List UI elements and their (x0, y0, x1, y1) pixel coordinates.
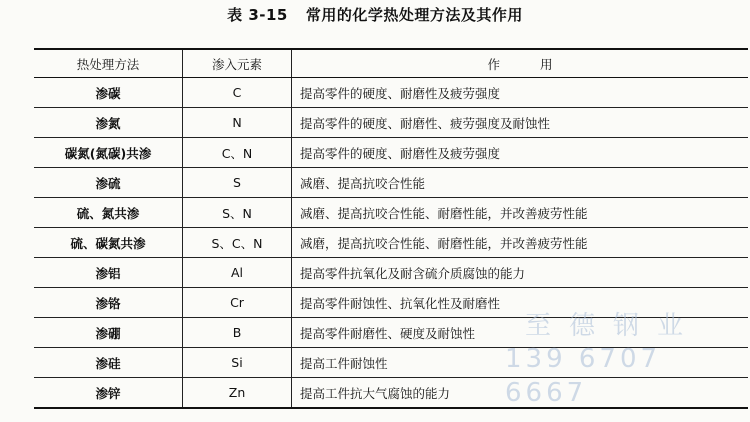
chemical-heat-treatment-table (34, 48, 748, 409)
cell-effect: 提高零件抗氧化及耐含硫介质腐蚀的能力 (292, 258, 749, 288)
cell-method: 硫、碳氮共渗 (34, 228, 183, 258)
table-row (34, 348, 748, 378)
cell-element: B (183, 318, 292, 348)
cell-method: 渗硫 (34, 168, 183, 198)
table-header-row (34, 49, 748, 78)
cell-element: C (183, 78, 292, 108)
header-effect: 作用 (292, 49, 749, 78)
cell-method: 渗铝 (34, 258, 183, 288)
cell-method: 渗锌 (34, 378, 183, 409)
table-row (34, 258, 748, 288)
cell-effect: 提高工件抗大气腐蚀的能力 (292, 378, 749, 409)
table-number: 表 3-15 (227, 6, 288, 24)
table-title: 常用的化学热处理方法及其作用 (305, 6, 523, 24)
table-caption (0, 4, 750, 25)
table-row (34, 378, 748, 409)
cell-method: 渗硅 (34, 348, 183, 378)
watermark-company-name: 至德钢业 (525, 311, 702, 341)
cell-effect: 提高零件的硬度、耐磨性及疲劳强度 (292, 138, 749, 168)
table-row (34, 138, 748, 168)
table-row (34, 168, 748, 198)
cell-effect: 提高零件的硬度、耐磨性、疲劳强度及耐蚀性 (292, 108, 749, 138)
cell-method: 碳氮(氮碳)共渗 (34, 138, 183, 168)
header-method: 热处理方法 (34, 49, 183, 78)
cell-method: 渗碳 (34, 78, 183, 108)
cell-effect: 减磨、提高抗咬合性能、耐磨性能，并改善疲劳性能 (292, 198, 749, 228)
table-row (34, 288, 748, 318)
cell-effect: 提高零件耐蚀性、抗氧化性及耐磨性 (292, 288, 749, 318)
cell-element: N (183, 108, 292, 138)
cell-element: Cr (183, 288, 292, 318)
cell-method: 渗硼 (34, 318, 183, 348)
cell-method: 渗氮 (34, 108, 183, 138)
table-row (34, 198, 748, 228)
cell-effect: 减磨，提高抗咬合性能、耐磨性能，并改善疲劳性能 (292, 228, 749, 258)
cell-element: Al (183, 258, 292, 288)
cell-method: 硫、氮共渗 (34, 198, 183, 228)
cell-element: Si (183, 348, 292, 378)
header-element: 渗入元素 (183, 49, 292, 78)
cell-element: S、N (183, 198, 292, 228)
cell-effect: 提高零件耐磨性、硬度及耐蚀性 (292, 318, 749, 348)
table-row (34, 318, 748, 348)
cell-effect: 提高工件耐蚀性 (292, 348, 749, 378)
table-row (34, 228, 748, 258)
cell-effect: 提高零件的硬度、耐磨性及疲劳强度 (292, 78, 749, 108)
cell-element: S、C、N (183, 228, 292, 258)
cell-element: C、N (183, 138, 292, 168)
table-row (34, 108, 748, 138)
table-row (34, 78, 748, 108)
cell-element: Zn (183, 378, 292, 409)
cell-effect: 减磨、提高抗咬合性能 (292, 168, 749, 198)
watermark-phone-number: 139 6707 6667 (505, 344, 662, 408)
cell-element: S (183, 168, 292, 198)
cell-method: 渗铬 (34, 288, 183, 318)
